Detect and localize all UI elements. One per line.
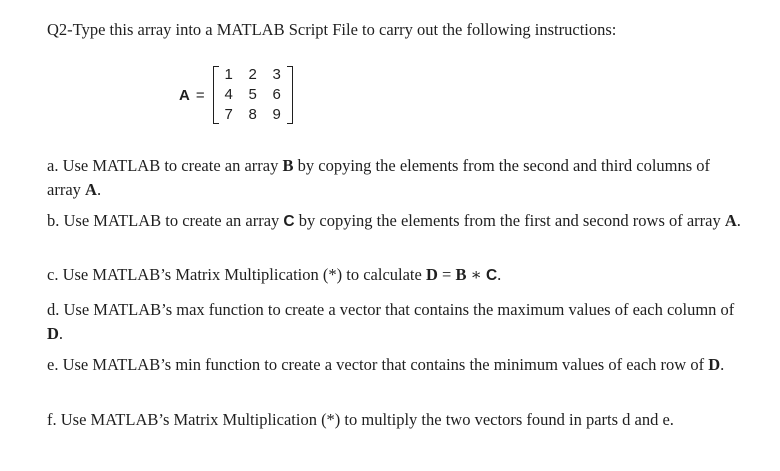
variable-d: D [47, 324, 59, 343]
variable-d: D [708, 355, 721, 374]
equals-sign: = [195, 86, 205, 104]
matrix-cell: 8 [248, 106, 257, 123]
instruction-punct: . [58, 324, 64, 343]
matrix-cell: 2 [248, 66, 257, 83]
equals-sign: = [437, 265, 456, 284]
matrix-cell: 5 [248, 86, 257, 103]
instruction-text: a. Use MATLAB to create an array [47, 156, 283, 175]
variable-a: A [85, 180, 97, 199]
instruction-punct: . [96, 180, 102, 199]
instruction-text: by copying the elements from the first and second rows of array [294, 211, 725, 230]
instruction-text: b. Use MATLAB to create an array [47, 211, 284, 230]
instruction-text: by copying the elements from the second and third columns of array [47, 156, 711, 199]
instruction-text: d. Use MATLAB’s max function to create a vector that contains the maximum values of each column of [47, 300, 735, 319]
instruction-text: e. Use MATLAB’s min function to create a vector that contains the minimum values of each row of [47, 355, 709, 374]
instruction-punct: . [736, 211, 741, 230]
instruction-punct: . [497, 265, 502, 284]
variable-c: C [485, 267, 498, 284]
instruction-text: c. Use MATLAB’s Matrix Multiplication (*) to calculate [47, 265, 426, 284]
matrix-cell: 6 [272, 86, 281, 103]
variable-d: D [425, 265, 438, 284]
matrix-cell: 3 [272, 66, 281, 83]
instruction-e [47, 353, 747, 377]
variable-c: C [283, 213, 295, 230]
instruction-punct: . [720, 355, 725, 374]
instruction-b [47, 209, 747, 234]
matrix-name: A [179, 86, 190, 104]
times-sign: ∗ [466, 265, 486, 284]
left-bracket [213, 66, 219, 124]
instruction-c [47, 263, 747, 288]
matrix-a [211, 65, 295, 125]
variable-b: B [282, 156, 294, 175]
instruction-f: f. Use MATLAB’s Matrix Multiplication (*) to multiply the two vectors found in parts d and e. [47, 410, 674, 429]
matrix-cell: 1 [224, 66, 233, 83]
question-heading: Q2-Type this array into a MATLAB Script File to carry out the following instructions: [47, 20, 617, 39]
matrix-equation [179, 65, 295, 125]
right-bracket [287, 66, 293, 124]
instruction-d [47, 298, 747, 346]
instruction-a [47, 154, 747, 202]
variable-a: A [724, 211, 737, 230]
matrix-cell: 4 [224, 86, 233, 103]
matrix-cell: 9 [272, 106, 281, 123]
variable-b: B [455, 265, 467, 284]
matrix-cell: 7 [224, 106, 233, 123]
